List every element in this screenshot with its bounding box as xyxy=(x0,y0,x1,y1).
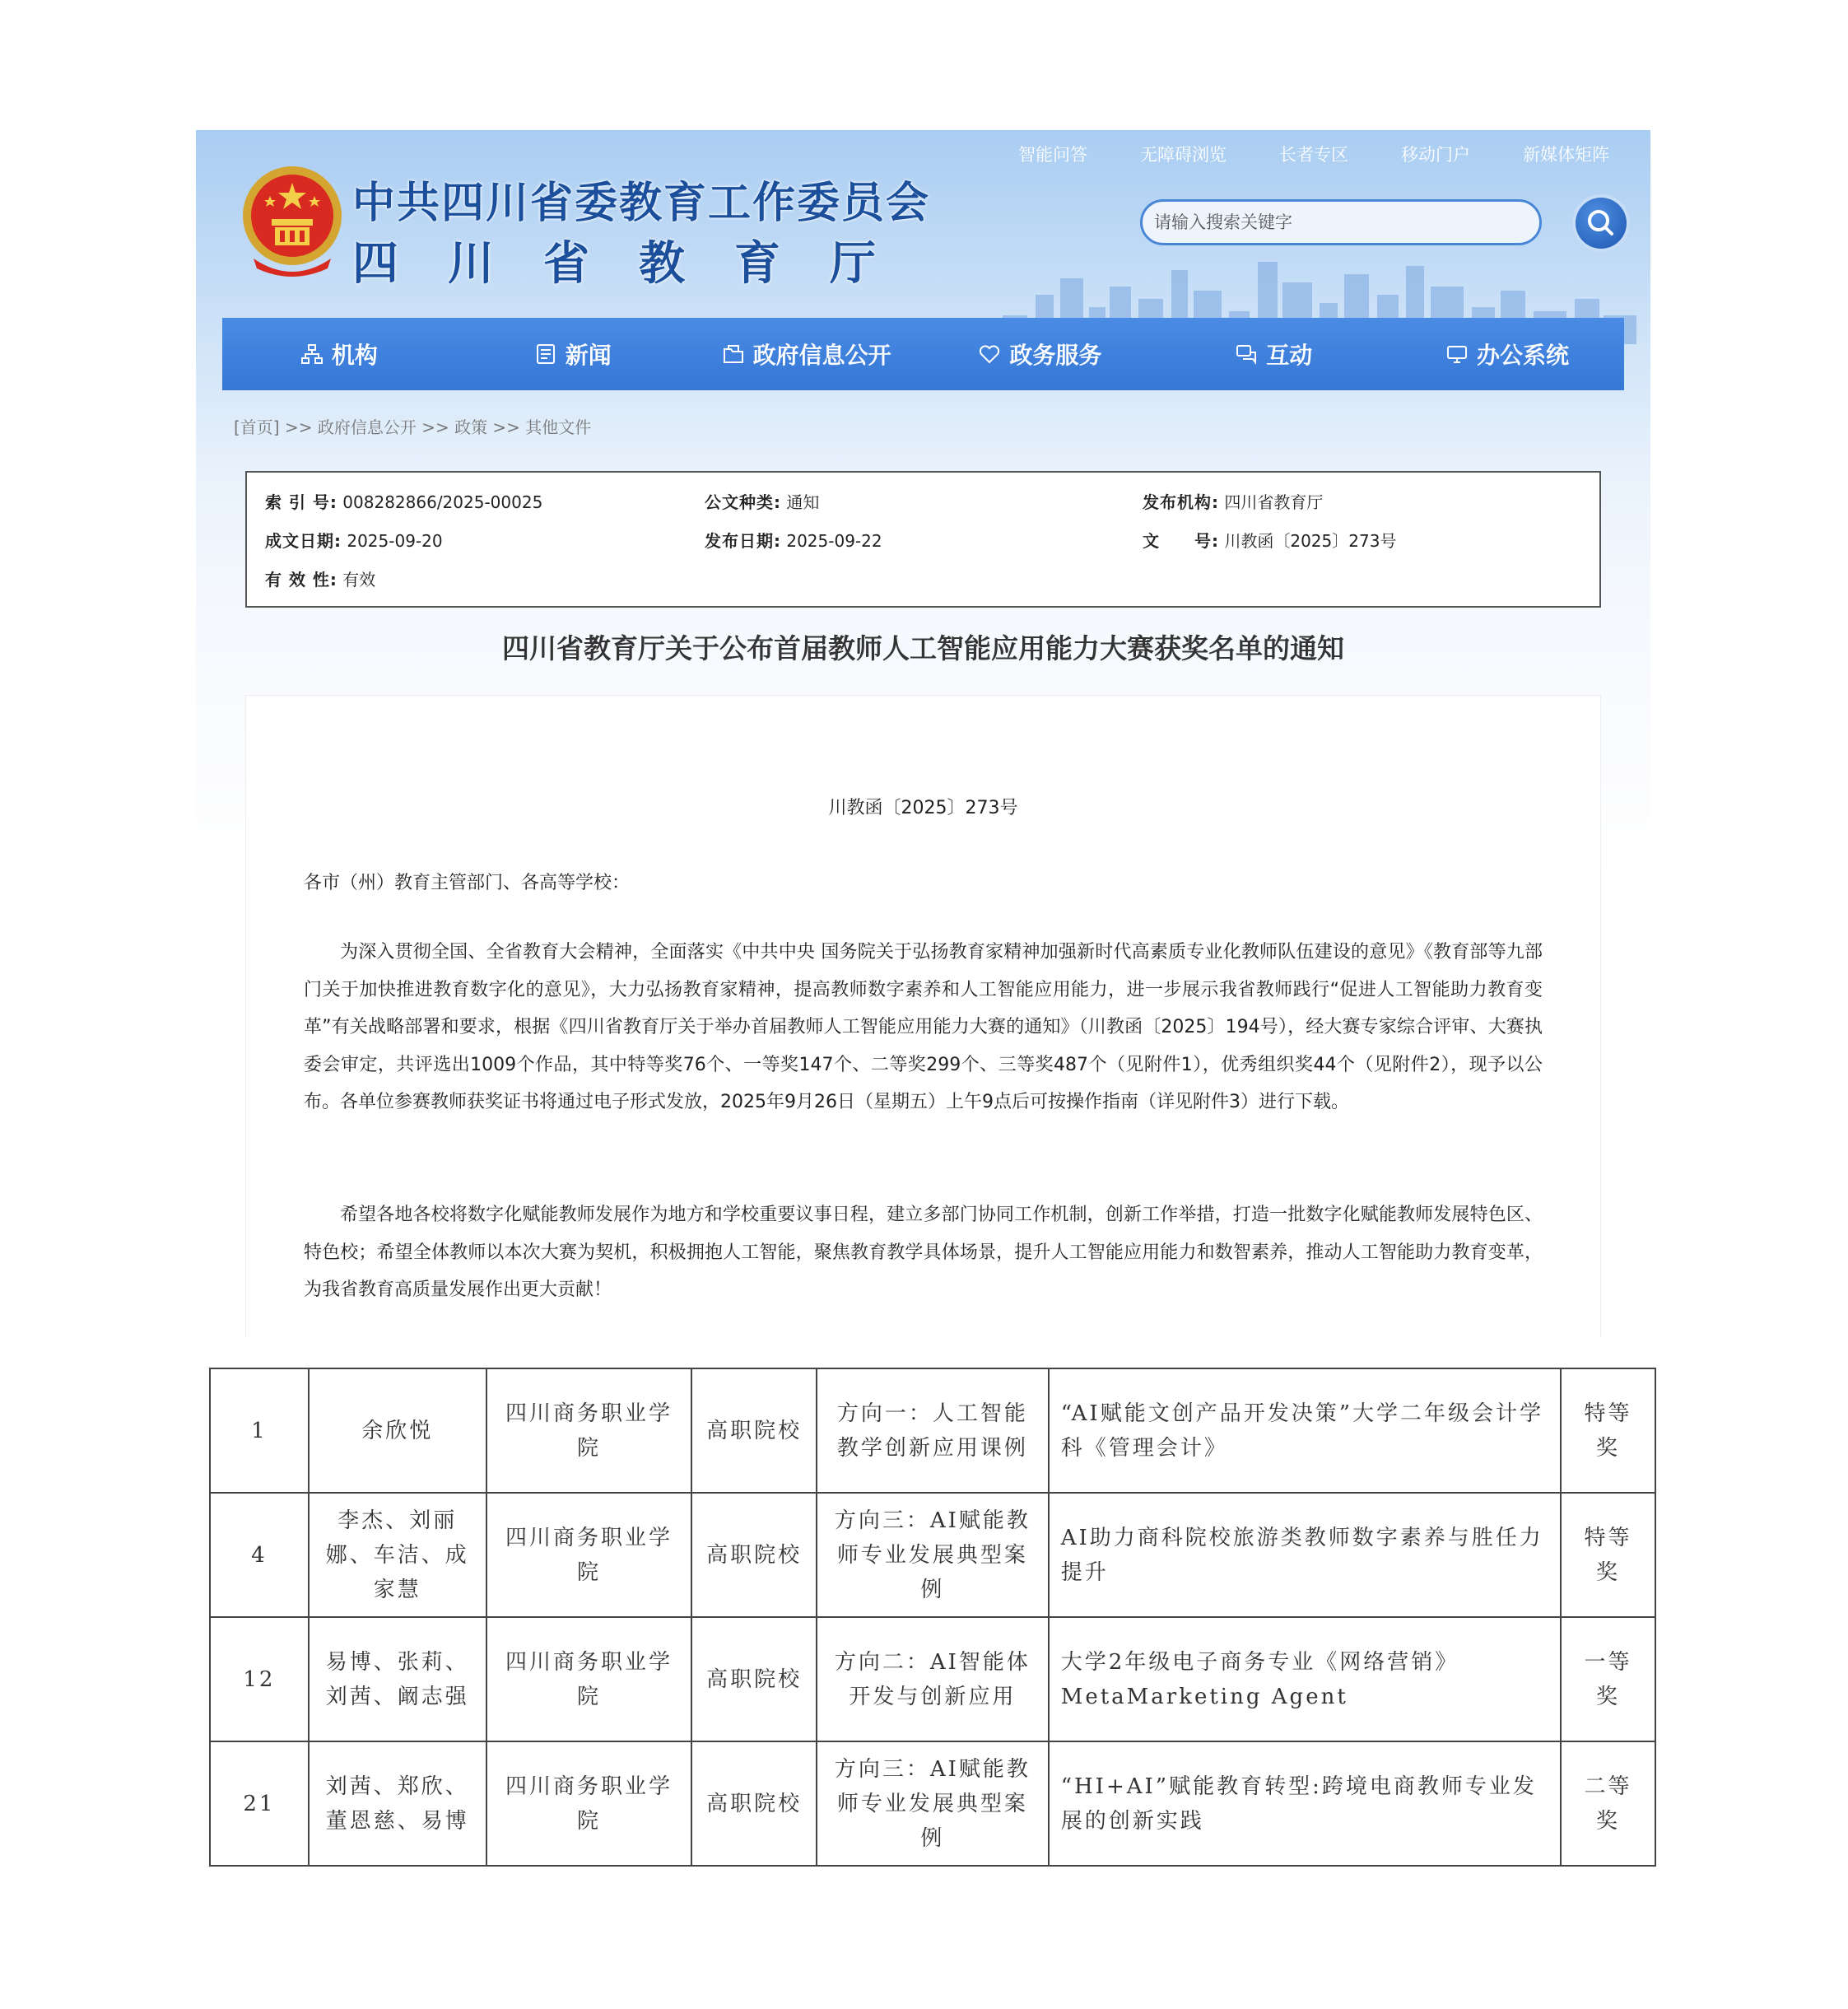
meta-doc-type: 公文种类: 通知 xyxy=(705,492,820,512)
nav-item-label: 互动 xyxy=(1266,342,1313,369)
nav-item-interaction[interactable] xyxy=(1157,338,1390,371)
meta-publisher: 发布机构: 四川省教育厅 xyxy=(1143,492,1324,512)
table-row xyxy=(210,1617,1655,1741)
award-level: 二等奖 xyxy=(1561,1741,1655,1866)
table-row xyxy=(210,1493,1655,1617)
teacher-names: 余欣悦 xyxy=(309,1368,486,1493)
search-box xyxy=(1140,199,1542,245)
org-subtitle-char: 省 xyxy=(543,237,589,291)
top-links xyxy=(1018,142,1609,166)
competition-direction: 方向一：人工智能教学创新应用课例 xyxy=(817,1368,1049,1493)
top-link-ai-qa[interactable]: 智能问答 xyxy=(1018,145,1087,165)
school-name: 四川商务职业学院 xyxy=(486,1493,692,1617)
work-title: “AI赋能文创产品开发决策”大学二年级会计学科《管理会计》 xyxy=(1049,1368,1561,1493)
news-icon xyxy=(534,343,557,366)
document-paragraph: 希望各地各校将数字化赋能教师发展作为地方和学校重要议事日程，建立多部门协同工作机制，创新工作举措，打造一批数字化赋能教师发展特色区、特色校；希望全体教师以本次大赛为契机，积极拥抱人工智能，聚焦教育教学具体场景，提升人工智能应用能力和数智素养，推动人工智能助力教育变革，为我省教育高质量发展作出更大贡献！ xyxy=(304,1205,1543,1300)
meta-publish-date: 发布日期: 2025-09-22 xyxy=(705,531,882,551)
top-link-accessibility[interactable]: 无障碍浏览 xyxy=(1140,145,1227,165)
org-subtitle-char: 四 xyxy=(352,237,398,291)
school-category: 高职院校 xyxy=(691,1617,817,1741)
org-subtitle xyxy=(352,227,876,293)
document-body xyxy=(245,695,1601,1337)
award-table xyxy=(209,1368,1656,1867)
top-link-elderly[interactable]: 长者专区 xyxy=(1279,145,1348,165)
work-title: “HI+AI”赋能教育转型:跨境电商教师专业发展的创新实践 xyxy=(1049,1741,1561,1866)
teacher-names: 刘茜、郑欣、董恩慈、易博 xyxy=(309,1741,486,1866)
nav-item-gov-info[interactable] xyxy=(690,338,924,371)
org-title: 中共四川省委教育工作委员会 xyxy=(352,179,931,228)
org-subtitle-char: 育 xyxy=(734,237,780,291)
school-name: 四川商务职业学院 xyxy=(486,1617,692,1741)
search-input[interactable] xyxy=(1152,212,1529,233)
table-row xyxy=(210,1368,1655,1493)
nav-item-label: 政府信息公开 xyxy=(752,342,891,369)
row-number: 12 xyxy=(210,1617,309,1741)
meta-written-date: 成文日期: 2025-09-20 xyxy=(265,531,443,551)
nav-item-label: 政务服务 xyxy=(1009,342,1102,369)
school-category: 高职院校 xyxy=(691,1493,817,1617)
page-title: 四川省教育厅关于公布首届教师人工智能应用能力大赛获奖名单的通知 xyxy=(502,632,1344,664)
meta-validity: 有 效 性: 有效 xyxy=(265,570,376,590)
work-title: 大学2年级电子商务专业《网络营销》MetaMarketing Agent xyxy=(1049,1617,1561,1741)
document-meta-box xyxy=(245,471,1601,608)
chat-icon xyxy=(1235,343,1258,366)
work-title: AI助力商科院校旅游类教师数字素养与胜任力提升 xyxy=(1049,1493,1561,1617)
top-link-new-media[interactable]: 新媒体矩阵 xyxy=(1523,145,1609,165)
competition-direction: 方向三：AI赋能教师专业发展典型案例 xyxy=(817,1493,1049,1617)
document-addressee: 各市（州）教育主管部门、各高等学校： xyxy=(304,873,631,893)
top-link-mobile[interactable]: 移动门户 xyxy=(1401,145,1470,165)
document-number: 川教函〔2025〕273号 xyxy=(828,798,1018,818)
nav-item-office[interactable] xyxy=(1390,338,1624,371)
org-subtitle-char: 厅 xyxy=(830,237,876,291)
award-level: 一等奖 xyxy=(1561,1617,1655,1741)
meta-index: 索 引 号: 008282866/2025-00025 xyxy=(265,492,543,512)
competition-direction: 方向三：AI赋能教师专业发展典型案例 xyxy=(817,1741,1049,1866)
computer-icon xyxy=(1445,343,1469,366)
search-icon xyxy=(1576,198,1627,249)
nav-item-gov-service[interactable] xyxy=(923,338,1157,371)
teacher-names: 易博、张莉、刘茜、阚志强 xyxy=(309,1617,486,1741)
award-level: 特等奖 xyxy=(1561,1493,1655,1617)
org-subtitle-char: 川 xyxy=(448,237,494,291)
org-subtitle-char: 教 xyxy=(639,237,685,291)
heart-hand-icon xyxy=(978,343,1001,366)
competition-direction: 方向二：AI智能体开发与创新应用 xyxy=(817,1617,1049,1741)
main-nav xyxy=(222,318,1624,390)
org-chart-icon xyxy=(300,343,324,366)
nav-item-label: 机构 xyxy=(331,342,378,369)
nav-item-news[interactable] xyxy=(456,338,690,371)
row-number: 21 xyxy=(210,1741,309,1866)
document-paragraph: 为深入贯彻全国、全省教育大会精神，全面落实《中共中央 国务院关于弘扬教育家精神加强新时代高素质专业化教师队伍建设的意见》《教育部等九部门关于加快推进教育数字化的意见》，大力弘扬教育家精神，提高教师数字素养和人工智能应用能力，进一步展示我省教师践行“促进人工智能助力教育变革”有关战略部署和要求，根据《四川省教育厅关于举办首届教师人工智能应用能力大赛的通知》（川教函〔2025〕194号），经大赛专家综合评审、大赛执委会审定，共评选出1009个作品，其中特等奖76个、一等奖147个、二等奖299个、三等奖487个（见附件1），优秀组织奖44个（见附件2），现予以公布。各单位参赛教师获奖证书将通过电子形式发放，2025年9月26日（星期五）上午9点后可按操作指南（详见附件3）进行下载。 xyxy=(304,942,1543,1112)
school-category: 高职院校 xyxy=(691,1368,817,1493)
nav-item-label: 新闻 xyxy=(565,342,612,369)
table-row xyxy=(210,1741,1655,1866)
website-screenshot xyxy=(196,130,1650,1300)
folder-icon xyxy=(722,343,745,366)
school-category: 高职院校 xyxy=(691,1741,817,1866)
breadcrumb[interactable]: [首页] >> 政府信息公开 >> 政策 >> 其他文件 xyxy=(234,417,592,437)
row-number: 4 xyxy=(210,1493,309,1617)
teacher-names: 李杰、刘丽娜、车洁、成家慧 xyxy=(309,1493,486,1617)
search-button[interactable] xyxy=(1576,198,1627,249)
nav-item-org[interactable] xyxy=(222,338,456,371)
nav-item-label: 办公系统 xyxy=(1477,342,1570,369)
school-name: 四川商务职业学院 xyxy=(486,1741,692,1866)
national-emblem-icon xyxy=(237,161,347,280)
award-level: 特等奖 xyxy=(1561,1368,1655,1493)
row-number: 1 xyxy=(210,1368,309,1493)
school-name: 四川商务职业学院 xyxy=(486,1368,692,1493)
meta-doc-number: 文 号: 川教函〔2025〕273号 xyxy=(1143,531,1397,551)
